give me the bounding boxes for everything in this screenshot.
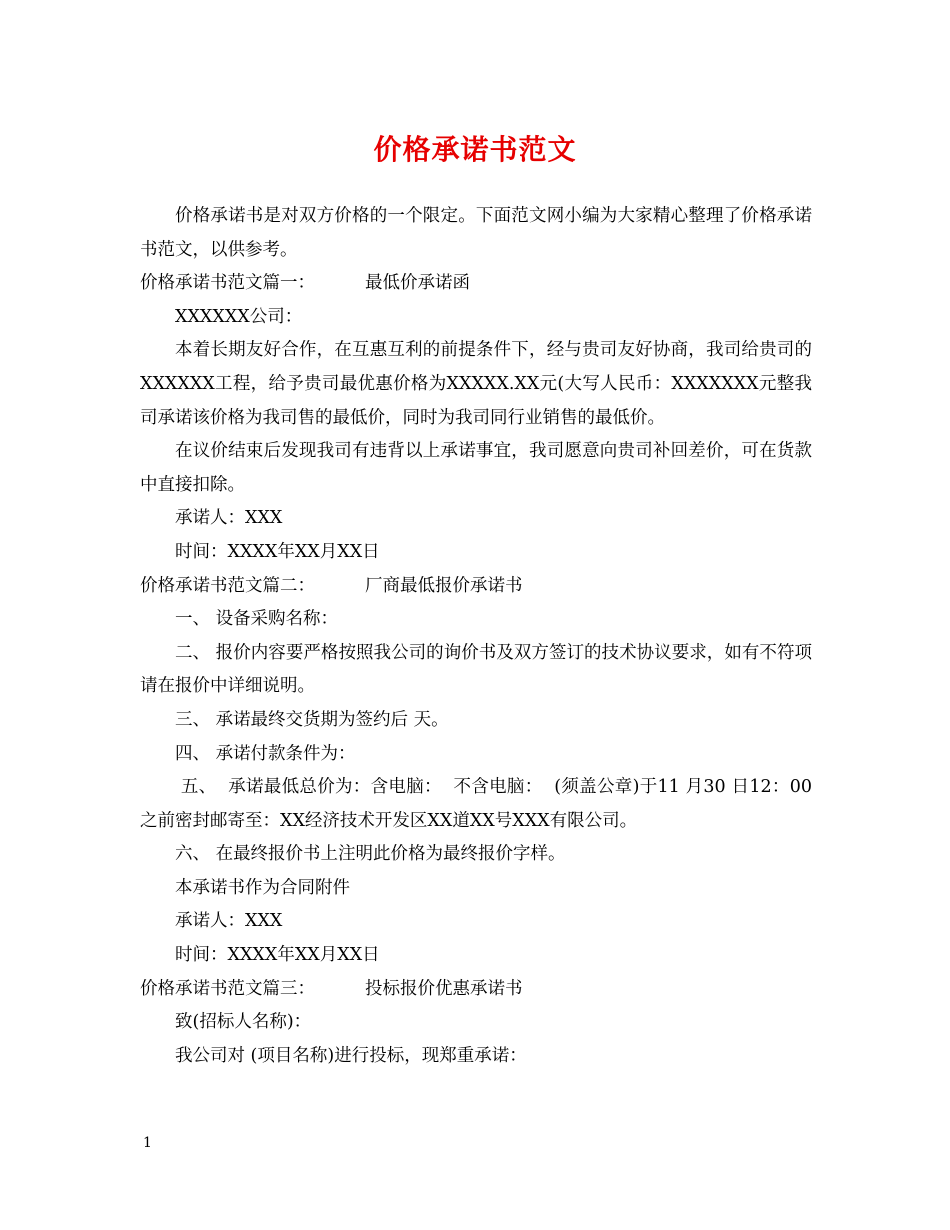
- intro-paragraph: 价格承诺书是对双方价格的一个限定。下面范文网小编为大家精心整理了价格承诺书范文，以供参考。: [140, 206, 812, 260]
- section-label-3: 价格承诺书范文篇三：: [140, 978, 315, 999]
- section-heading-1: [140, 267, 812, 301]
- attachment-note: 本承诺书作为合同附件: [175, 877, 350, 898]
- list-item-3: 三、 承诺最终交货期为签约后 天。: [175, 709, 449, 730]
- document-body: [140, 200, 812, 1073]
- signer-1: 承诺人：XXX: [175, 508, 283, 529]
- date-1: 时间：XXXX年XX月XX日: [175, 541, 380, 562]
- section-name-3: 投标报价优惠承诺书: [365, 978, 523, 999]
- section3-paragraph-1: 我公司对 (项目名称)进行投标，现郑重承诺：: [175, 1045, 527, 1066]
- date-2: 时间：XXXX年XX月XX日: [175, 945, 380, 966]
- list-item-1: 一、 设备采购名称：: [175, 609, 339, 630]
- signer-2: 承诺人：XXX: [175, 911, 283, 932]
- section-name-2: 厂商最低报价承诺书: [365, 575, 523, 596]
- list-item-5: 五、 承诺最低总价为：含电脑： 不含电脑： (须盖公章)于11 月30 日12：00之前密封邮寄至：XX经济技术开发区XX道XX号XXX有限公司。: [140, 777, 812, 831]
- section-heading-3: [140, 973, 812, 1007]
- section1-paragraph-1: 本着长期友好合作，在互惠互利的前提条件下，经与贵司友好协商，我司给贵司的XXXXXX工程，给予贵司最优惠价格为XXXXX.XX元(大写人民币：XXXXXXX元整我司承诺该价格为我司售的最低价，同时为我司同行业销售的最低价。: [140, 340, 812, 428]
- list-item-4: 四、 承诺付款条件为：: [175, 743, 356, 764]
- page-number: 1: [143, 1135, 152, 1151]
- addressee-1: XXXXXX公司：: [175, 306, 303, 327]
- list-item-2: 二、 报价内容要严格按照我公司的询价书及双方签订的技术协议要求，如有不符项请在报价中详细说明。: [140, 642, 812, 697]
- section-name-1: 最低价承诺函: [365, 273, 470, 294]
- section1-paragraph-2: 在议价结束后发现我司有违背以上承诺事宜，我司愿意向贵司补回差价，可在货款中直接扣除。: [140, 441, 812, 495]
- section-label-1: 价格承诺书范文篇一：: [140, 273, 315, 294]
- section-heading-2: [140, 570, 812, 604]
- addressee-3: 致(招标人名称)：: [175, 1012, 312, 1033]
- section-label-2: 价格承诺书范文篇二：: [140, 575, 315, 596]
- list-item-6: 六、 在最终报价书上注明此价格为最终报价字样。: [175, 844, 566, 865]
- document-title: 价格承诺书范文: [373, 133, 577, 166]
